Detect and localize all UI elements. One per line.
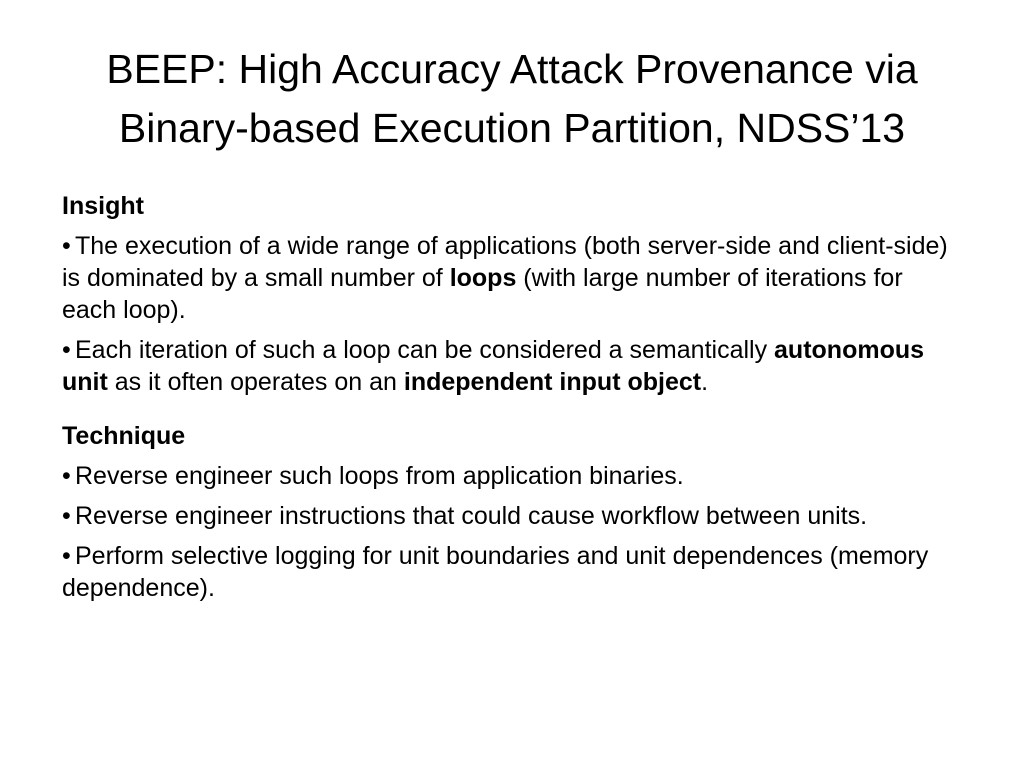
bullet-marker: • — [62, 462, 71, 490]
bullet-text: Each iteration of such a loop can be considered a semantically — [75, 336, 775, 364]
section-heading-technique: Technique — [62, 422, 186, 450]
bullet-marker: • — [62, 232, 71, 260]
bullet-text-bold: autonomous unit — [62, 336, 925, 396]
section-heading-insight: Insight — [62, 192, 144, 220]
bullet-item — [62, 460, 962, 492]
slide-body — [62, 190, 962, 612]
bullet-item — [62, 334, 962, 398]
bullet-item — [62, 540, 962, 604]
bullet-text: Reverse engineer instructions that could cause workflow between units. — [75, 502, 868, 530]
bullet-text: Perform selective logging for unit boundaries and unit dependences (memory dependence). — [62, 542, 929, 602]
bullet-item — [62, 500, 962, 532]
bullet-text: . — [701, 368, 709, 396]
bullet-text: (with large number of iterations for each loop). — [62, 264, 903, 324]
bullet-text: as it often operates on an — [107, 368, 404, 396]
bullet-text-bold: independent input object — [403, 368, 702, 396]
bullet-text: The execution of a wide range of applications (both server-side and client-side) is dominated by a small number of — [62, 232, 948, 292]
section-spacer — [62, 406, 962, 420]
title-line-1: BEEP: High Accuracy Attack Provenance via — [106, 46, 918, 92]
bullet-marker: • — [62, 502, 71, 530]
bullet-marker: • — [62, 336, 71, 364]
bullet-text-bold: loops — [449, 264, 517, 292]
section-insight — [62, 190, 962, 398]
slide-title — [40, 40, 984, 158]
bullet-text: Reverse engineer such loops from application binaries. — [75, 462, 684, 490]
bullet-item — [62, 230, 962, 326]
title-line-2: Binary-based Execution Partition, NDSS’13 — [118, 105, 906, 151]
section-technique — [62, 420, 962, 604]
bullet-marker: • — [62, 542, 71, 570]
